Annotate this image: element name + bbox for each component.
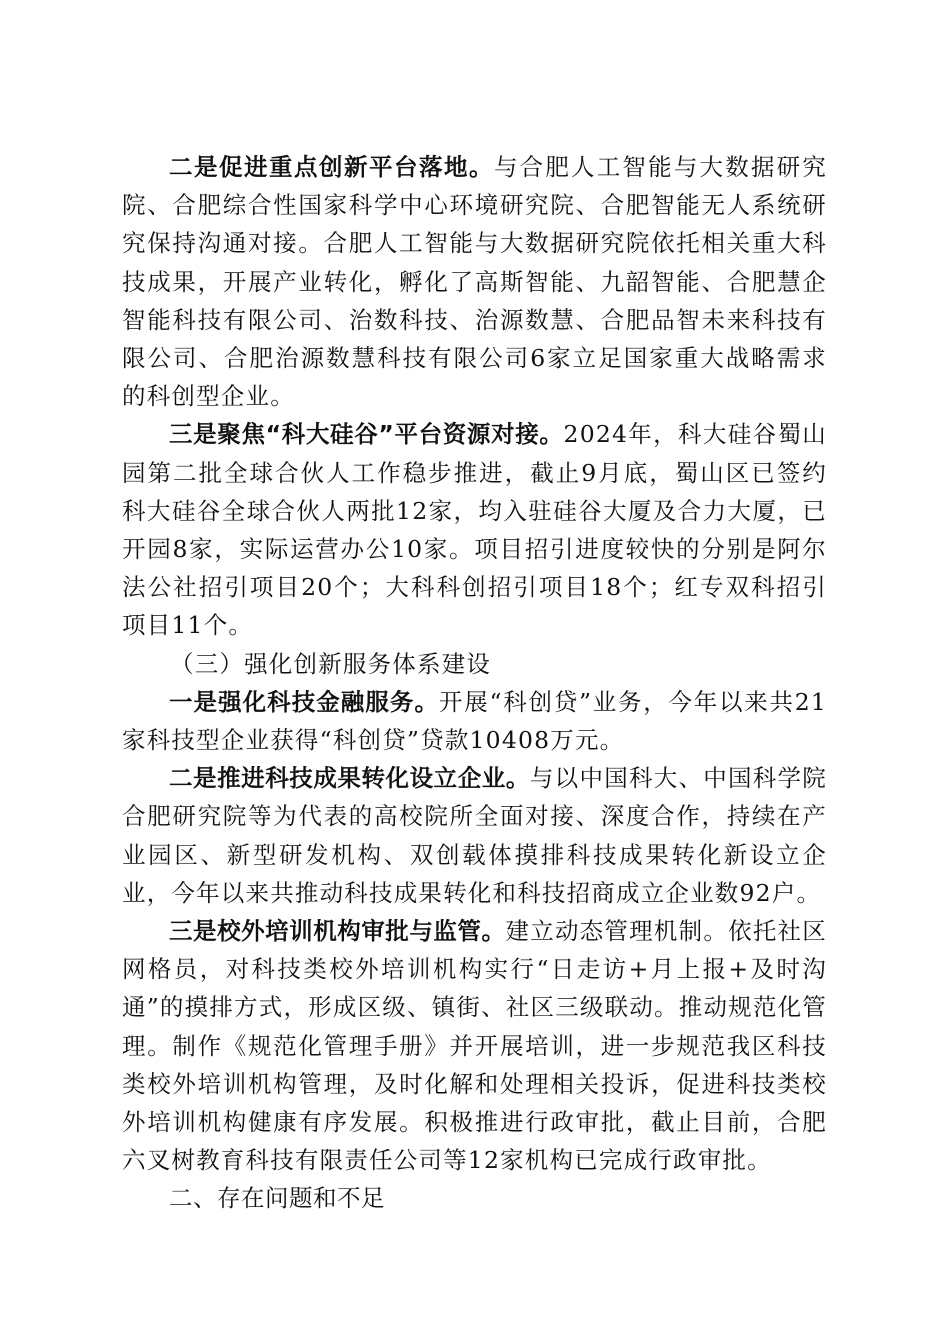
paragraph-text: 建立动态管理机制。依托社区网格员，对科技类校外培训机构实行“日走访+月上报+及时沟通”的摸排方式，形成区级、镇街、社区三级联动。推动规范化管理。制作《规范化管理手册》并开展培训，进一步规范我区科技类校外培训机构管理，及时化解和处理相关投诉，促进科技类校外培训机构健康有序发展。积极推进行政审批，截止目前，合肥六叉树教育科技有限责任公司等12家机构已完成行政审批。 bbox=[122, 917, 827, 1175]
paragraph-training-supervision bbox=[122, 912, 827, 1179]
subsection-heading: （三）强化创新服务体系建设 bbox=[170, 649, 492, 678]
paragraph-lead: 三是校外培训机构审批与监管。 bbox=[169, 917, 506, 946]
paragraph-silicon-valley bbox=[122, 415, 827, 644]
section-heading: 二、存在问题和不足 bbox=[169, 1184, 385, 1213]
document-body bbox=[122, 148, 827, 1218]
paragraph-platform-landing bbox=[122, 148, 827, 415]
paragraph-tech-finance bbox=[122, 683, 827, 759]
paragraph-text: 与以中国科大、中国科学院合肥研究院等为代表的高校院所全面对接、深度合作，持续在产业园区、新型研发机构、双创载体摸排科技成果转化新设立企业，今年以来共推动科技成果转化和科技招商成立企业数92户。 bbox=[122, 764, 827, 907]
paragraph-text: 与合肥人工智能与大数据研究院、合肥综合性国家科学中心环境研究院、合肥智能无人系统研究保持沟通对接。合肥人工智能与大数据研究院依托相关重大科技成果，开展产业转化，孵化了高斯智能、九韶智能、合肥慧企智能科技有限公司、治数科技、治源数慧、合肥品智未来科技有限公司、合肥治源数慧科技有限公司6家立足国家重大战略需求的科创型企业。 bbox=[122, 153, 828, 411]
paragraph-lead: 三是聚焦“科大硅谷”平台资源对接。 bbox=[169, 420, 564, 449]
paragraph-lead: 二是促进重点创新平台落地。 bbox=[169, 153, 494, 181]
paragraph-tech-transfer bbox=[122, 759, 827, 912]
paragraph-lead: 二是推进科技成果转化设立企业。 bbox=[169, 764, 530, 793]
paragraph-text: 开展“科创贷”业务，今年以来共21家科技型企业获得“科创贷”贷款10408万元。 bbox=[122, 687, 827, 755]
paragraph-lead: 一是强化科技金融服务。 bbox=[169, 687, 439, 716]
paragraph-text: 2024年，科大硅谷蜀山园第二批全球合伙人工作稳步推进，截止9月底，蜀山区已签约科大硅谷全球合伙人两批12家，均入驻硅谷大厦及合力大厦，已开园8家，实际运营办公10家。项目招引进度较快的分别是阿尔法公社招引项目20个；大科科创招引项目18个；红专双科招引项目11个。 bbox=[122, 420, 827, 640]
